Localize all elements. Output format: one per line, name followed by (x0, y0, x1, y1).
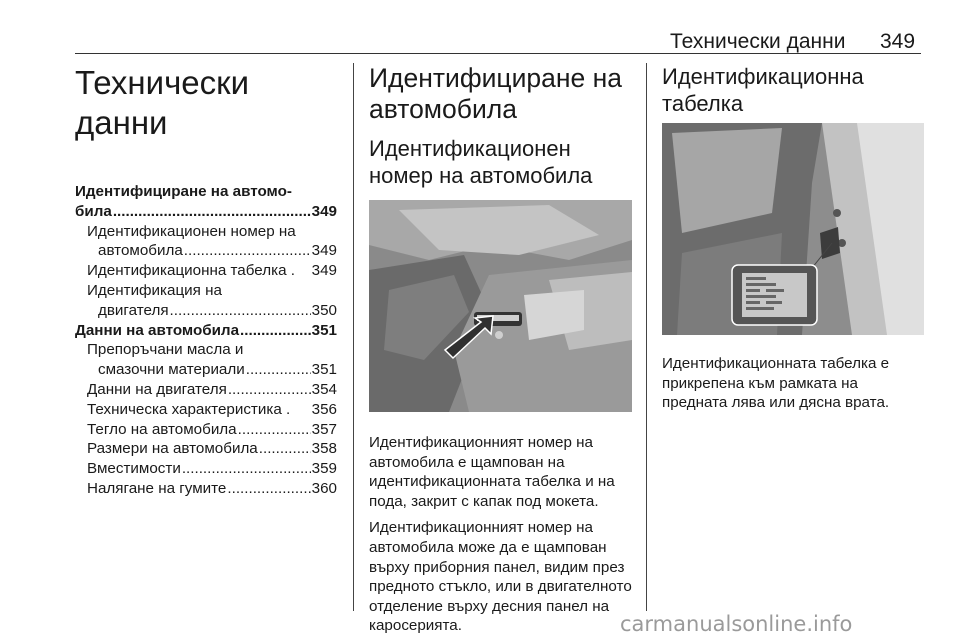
vin-floor-image (369, 200, 632, 412)
toc-item-5-line1[interactable]: Препоръчани масла и (87, 341, 244, 359)
toc-item-0-page: 349 (311, 202, 337, 220)
page-number: 349 (880, 30, 916, 53)
toc-item-7-label: Техническа характеристика . (87, 400, 291, 418)
toc-item-0-label: била (75, 202, 112, 220)
toc-item-3-line1[interactable]: Идентификация на (87, 281, 222, 299)
table-of-contents (75, 182, 337, 499)
toc-item-7-page: 356 (311, 400, 337, 418)
toc-item-10[interactable] (75, 459, 337, 479)
toc-item-0-line1[interactable]: Идентифициране на автомо- (75, 183, 292, 200)
toc-item-6-page: 354 (311, 380, 337, 398)
toc-item-2-label: Идентификационна табелка . (87, 262, 295, 280)
toc-item-3-label: двигателя (98, 301, 169, 319)
running-header-title: Технически данни (670, 30, 846, 53)
toc-item-2-page: 349 (311, 262, 337, 280)
toc-item-8[interactable] (75, 420, 337, 440)
column-divider-right (646, 63, 647, 611)
toc-item-0[interactable] (75, 202, 337, 222)
toc-item-9-label: Размери на автомобила (87, 440, 258, 458)
toc-item-5[interactable] (75, 360, 337, 380)
toc-item-1-line1[interactable]: Идентификационен номер на (87, 222, 296, 240)
toc-item-4[interactable] (75, 321, 337, 341)
toc-item-1-page: 349 (311, 242, 337, 260)
plate-illustration (662, 123, 924, 340)
toc-item-8-label: Тегло на автомобила (87, 420, 237, 438)
toc-item-3[interactable] (75, 301, 337, 321)
toc-item-9[interactable] (75, 439, 337, 459)
toc-item-1-label: автомобила (98, 242, 183, 260)
paragraph-plate-location: Идентификационната табелка е прикрепена към рамката на предната лява или дясна врата. (662, 355, 890, 412)
toc-item-5-label: смазочни материали (98, 361, 245, 379)
chapter-title: Технически данни (75, 64, 250, 141)
toc-item-6-label: Данни на двигателя (87, 380, 227, 398)
identification-plate-column (662, 63, 924, 413)
toc-item-4-label: Данни на автомобила (75, 321, 240, 339)
toc-item-1[interactable] (75, 241, 337, 261)
watermark: carmanualsonline.info (620, 612, 853, 636)
column-divider-left (353, 63, 354, 611)
toc-item-3-page: 350 (311, 301, 337, 319)
toc-item-6[interactable] (75, 380, 337, 400)
toc-item-11-label: Налягане на гумите (87, 479, 227, 497)
header-rule (75, 53, 921, 54)
vin-floor-illustration (369, 200, 632, 417)
toc-item-11[interactable] (75, 479, 337, 499)
toc-item-10-page: 359 (311, 460, 337, 478)
toc-item-2[interactable] (75, 261, 337, 281)
paragraph-vin-location: Идентификационният номер на автомобила е щампован на идентификационната табелка и на пода, закрит с капак под мокета. (369, 434, 615, 510)
toc-item-9-page: 358 (311, 440, 337, 458)
toc-item-11-page: 360 (311, 479, 337, 497)
toc-item-4-page: 351 (311, 321, 337, 339)
subsection-heading: Идентификационен номер на автомобила (369, 136, 593, 188)
toc-item-10-label: Вместимости (87, 460, 181, 478)
toc-item-8-page: 357 (311, 420, 337, 438)
paragraph-vin-alternate: Идентификационният номер на автомобила може да е щампован върху приборния панел, видим през предното стъкло, или в двигателното отделение върху десния панел на каросерията. (369, 519, 632, 635)
toc-item-7[interactable] (75, 400, 337, 420)
plate-heading: Идентификационна табелка (662, 64, 864, 116)
id-plate-image (662, 123, 924, 335)
toc-item-5-page: 351 (311, 361, 337, 379)
chapter-column (75, 63, 337, 499)
vehicle-identification-column (369, 63, 632, 636)
section-heading: Идентифициране на автомобила (369, 63, 622, 124)
